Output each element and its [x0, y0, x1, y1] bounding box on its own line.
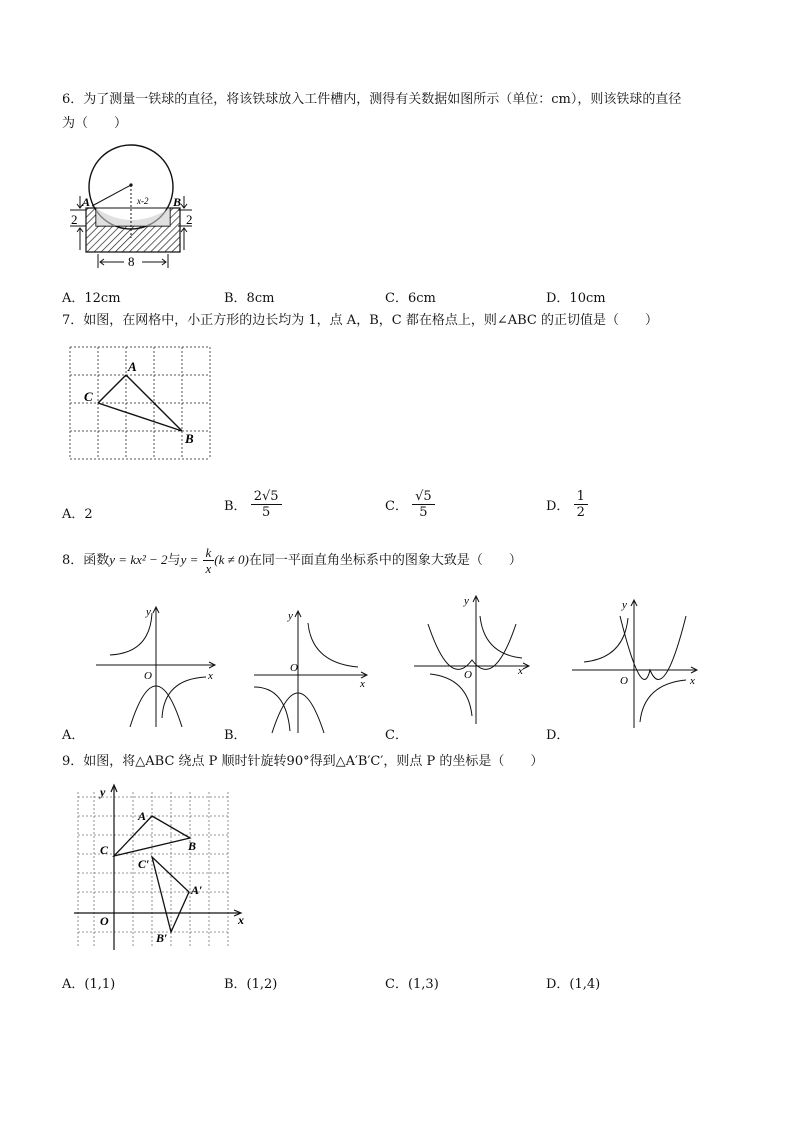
- svg-text:O: O: [464, 669, 472, 681]
- svg-text:y: y: [288, 610, 293, 622]
- q8-function-2-lhs: y =: [180, 552, 199, 567]
- q8-option-b[interactable]: B．: [224, 728, 247, 743]
- q7-text: 7．如图，在网格中，小正方形的边长均为 1，点 A，B，C 都在格点上，则∠ABC 的正切值是（ ）: [62, 313, 658, 328]
- q8-function-2-condition: (k ≠ 0): [214, 552, 249, 567]
- q7-option-b-den: 5: [261, 505, 271, 520]
- q7-option-d[interactable]: [546, 489, 588, 520]
- svg-text:x: x: [690, 675, 695, 687]
- q8-function-2-fraction: [203, 545, 215, 576]
- q9-label-b: B: [188, 839, 197, 853]
- q9-label-b-prime: B′: [156, 931, 168, 945]
- q6-text-line2: 为（ ）: [62, 116, 128, 131]
- svg-text:y: y: [622, 599, 627, 611]
- svg-text:x: x: [518, 665, 523, 677]
- q9-origin: O: [100, 914, 109, 928]
- q9-label-c: C: [100, 843, 109, 857]
- q9-option-b[interactable]: B．(1,2): [224, 977, 278, 992]
- q7-option-d-den: 2: [576, 505, 585, 520]
- q6-label-8: 8: [128, 254, 135, 269]
- q6-option-c[interactable]: C．6cm: [385, 291, 436, 306]
- q7-option-b[interactable]: [224, 489, 282, 520]
- q6-figure-ball-in-groove: [62, 142, 192, 277]
- q7-option-d-prefix: D．: [546, 499, 570, 514]
- q9-label-c-prime: C′: [138, 857, 150, 871]
- q6-option-d[interactable]: D．10cm: [546, 291, 606, 306]
- q9-option-d[interactable]: D．(1,4): [546, 977, 601, 992]
- q7-figure-grid: [66, 343, 216, 468]
- q7-option-a[interactable]: A．2: [62, 507, 93, 522]
- svg-text:x: x: [360, 678, 365, 690]
- q9-option-c[interactable]: C．(1,3): [385, 977, 439, 992]
- q7-label-c: C: [84, 389, 93, 404]
- svg-text:y: y: [464, 595, 469, 607]
- q8-mid: 与: [167, 553, 181, 568]
- q8-option-a[interactable]: A．: [62, 728, 85, 743]
- q9-axis-y: y: [100, 785, 106, 799]
- q8-graph-a: [92, 603, 222, 733]
- q9-label-a: A: [138, 809, 147, 823]
- q6-option-a[interactable]: A．12cm: [62, 291, 121, 306]
- svg-text:x: x: [208, 670, 213, 682]
- q7-option-c-num: √5: [412, 489, 435, 505]
- q6-option-b[interactable]: B．8cm: [224, 291, 275, 306]
- svg-text:O: O: [144, 670, 152, 682]
- svg-text:y: y: [146, 606, 151, 618]
- q6-label-a: A: [82, 195, 91, 209]
- q6-text-line1: 6．为了测量一铁球的直径，将该铁球放入工件槽内，测得有关数据如图所示（单位：cm），则该铁球的直径: [62, 92, 682, 107]
- q7-option-c-fraction: [412, 489, 435, 520]
- q8-graph-c: [410, 592, 540, 727]
- q8-graph-d: [568, 596, 703, 731]
- q8-option-d[interactable]: D．: [546, 728, 570, 743]
- q9-label-a-prime: A′: [191, 883, 203, 897]
- q7-option-d-num: 1: [574, 489, 588, 505]
- q8-f2-den: x: [205, 561, 212, 576]
- q7-option-b-num: 2√5: [251, 489, 282, 505]
- q9-text: 9．如图，将△ABC 绕点 P 顺时针旋转90°得到△A′B′C′，则点 P 的坐标是（ ）: [62, 754, 544, 769]
- svg-text:O: O: [620, 675, 628, 687]
- q6-label-x-minus-2: x-2: [137, 196, 149, 206]
- q8-graph-b: [250, 607, 380, 737]
- q7-option-c-den: 5: [419, 505, 428, 520]
- q6-label-b: B: [173, 195, 182, 209]
- q9-axis-x: x: [238, 913, 244, 927]
- q8-f2-num: k: [203, 545, 215, 561]
- q8-prefix: 8．函数: [62, 553, 110, 568]
- q9-option-a[interactable]: A．(1,1): [62, 977, 116, 992]
- q7-option-d-fraction: [574, 489, 588, 520]
- q7-option-c-prefix: C．: [385, 499, 408, 514]
- q6-label-left-2: 2: [71, 212, 78, 227]
- q8-suffix: 在同一平面直角坐标系中的图象大致是（ ）: [248, 553, 522, 568]
- svg-text:O: O: [290, 662, 298, 674]
- q8-text: [62, 545, 522, 576]
- q9-figure-rotation: [70, 782, 250, 952]
- q7-label-a: A: [128, 359, 137, 374]
- q7-label-b: B: [185, 431, 194, 446]
- q8-function-1: y = kx² − 2: [109, 552, 168, 567]
- q7-option-b-fraction: [251, 489, 282, 520]
- q7-option-c[interactable]: [385, 489, 435, 520]
- q8-option-c[interactable]: C．: [385, 728, 408, 743]
- q7-option-b-prefix: B．: [224, 499, 247, 514]
- q6-label-right-2: 2: [186, 212, 193, 227]
